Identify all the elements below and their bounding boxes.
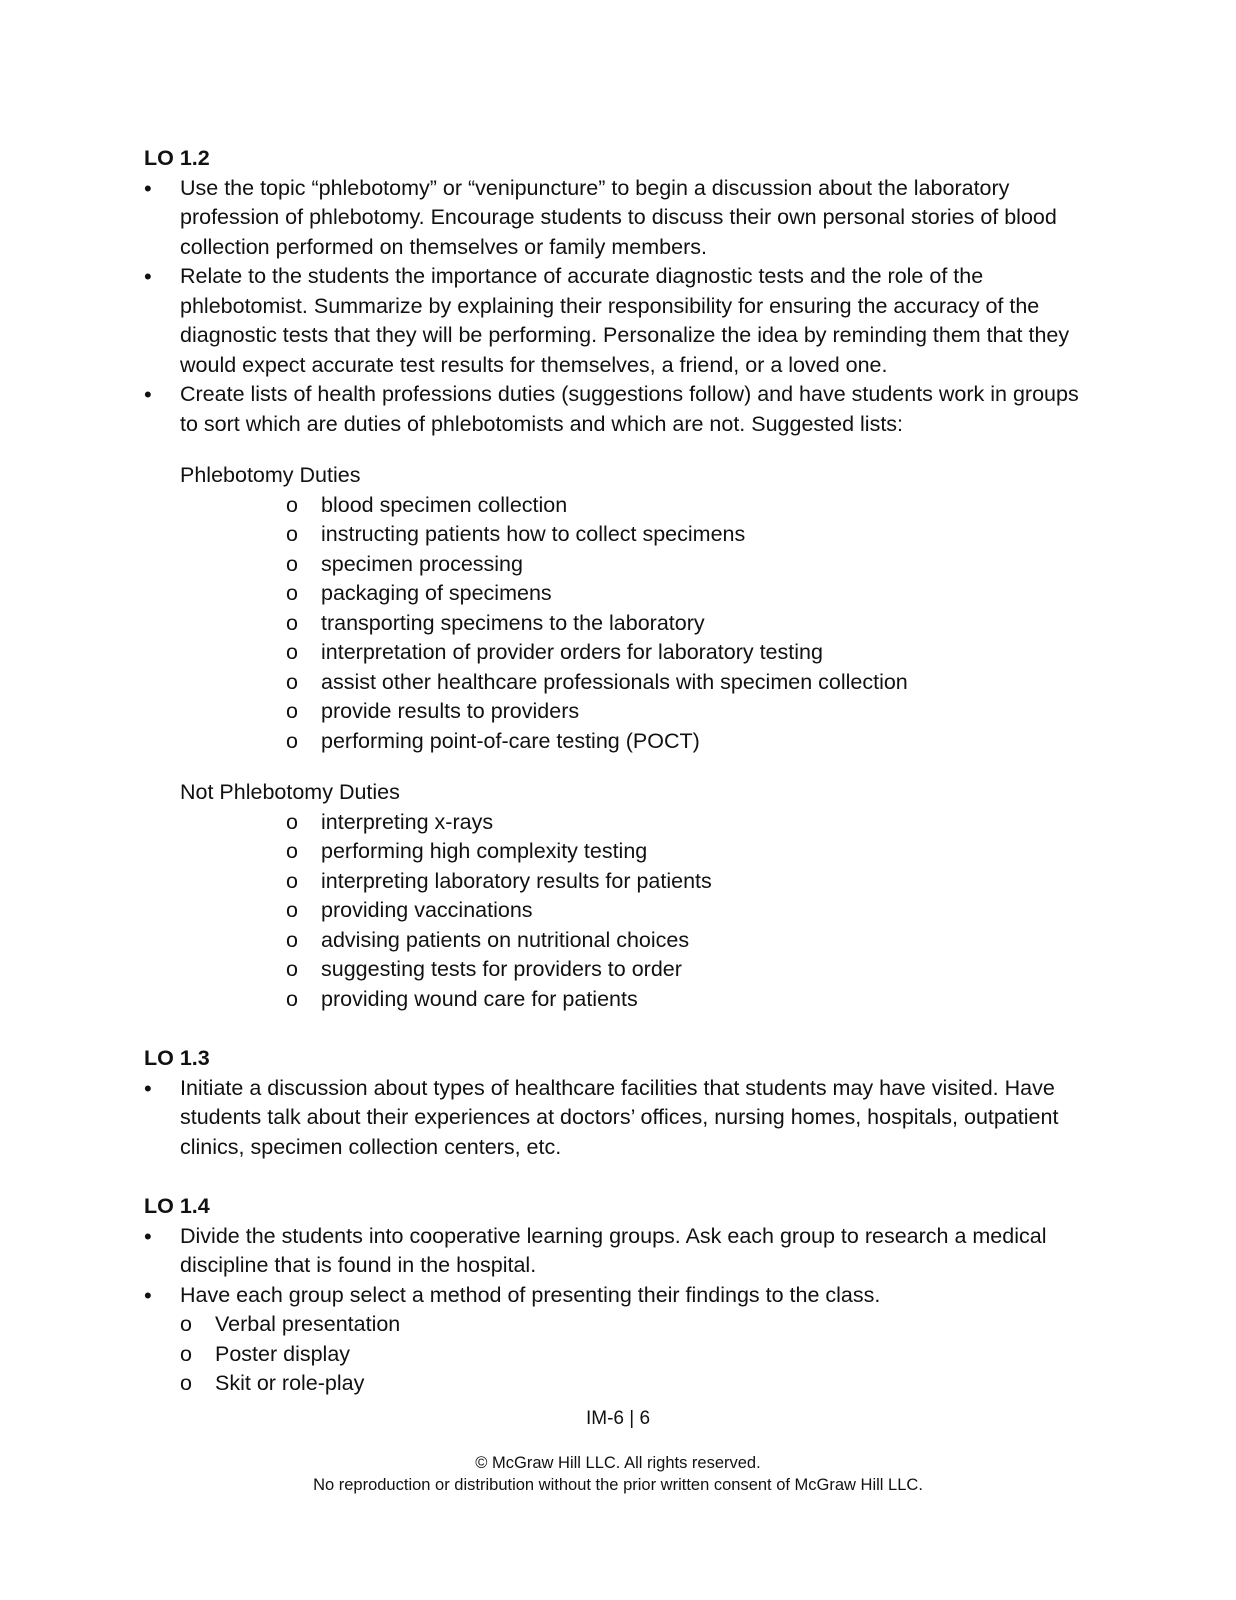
list-item: o instructing patients how to collect specimens — [286, 520, 1094, 550]
page-number: IM-6 | 6 — [585, 1408, 651, 1429]
list-item: o performing high complexity testing — [286, 837, 1094, 867]
section-heading-lo-1-3: LO 1.3 — [144, 1046, 210, 1070]
list-item: o suggesting tests for providers to order — [286, 955, 1094, 985]
bullet-item: • Use the topic “phlebotomy” or “venipuncture” to begin a discussion about the laboratory profession of phlebotomy. Encourage students to discuss their own personal stories of blood collection performed on themselves or family members. — [144, 174, 1094, 263]
phlebotomy-duties-list — [286, 491, 1094, 757]
list-item: o provide results to providers — [286, 697, 1094, 727]
copyright-line: © McGraw Hill LLC. All rights reserved. — [475, 1454, 761, 1472]
bullet-item: • Relate to the students the importance of accurate diagnostic tests and the role of the phlebotomist. Summarize by explaining their responsibility for ensuring the accuracy of the diagnostic tests that they will be performing. Personalize the idea by reminding them that they would expect accurate test results for themselves, a friend, or a loved one. — [144, 262, 1094, 380]
list-item: o Verbal presentation — [180, 1310, 1094, 1340]
list-item: o Poster display — [180, 1340, 1094, 1370]
list-item: o blood specimen collection — [286, 491, 1094, 521]
list-item: o assist other healthcare professionals with specimen collection — [286, 668, 1094, 698]
list-item: o specimen processing — [286, 550, 1094, 580]
presentation-methods-list — [180, 1310, 1094, 1399]
list-item: o providing wound care for patients — [286, 985, 1094, 1015]
reproduction-notice: No reproduction or distribution without the prior written consent of McGraw Hill LLC. — [313, 1476, 923, 1494]
list-item: o interpretation of provider orders for laboratory testing — [286, 638, 1094, 668]
bullet-item: • Create lists of health professions duties (suggestions follow) and have students work in groups to sort which are duties of phlebotomists and which are not. Suggested lists: — [144, 380, 1094, 439]
bullet-item: • Have each group select a method of presenting their findings to the class. — [144, 1281, 1094, 1311]
list-item: o Skit or role-play — [180, 1369, 1094, 1399]
list-item: o advising patients on nutritional choices — [286, 926, 1094, 956]
bullet-item: • Initiate a discussion about types of healthcare facilities that students may have visited. Have students talk about their experiences at doctors’ offices, nursing homes, hospitals, outpatient clinics, specimen collection centers, etc. — [144, 1074, 1094, 1163]
list-item: o interpreting x-rays — [286, 808, 1094, 838]
bullet-item: • Divide the students into cooperative learning groups. Ask each group to research a medical discipline that is found in the hospital. — [144, 1222, 1094, 1281]
list-item: o interpreting laboratory results for patients — [286, 867, 1094, 897]
list-item: o performing point-of-care testing (POCT) — [286, 727, 1094, 757]
phlebotomy-duties-label: Phlebotomy Duties — [180, 463, 361, 487]
list-item: o transporting specimens to the laboratory — [286, 609, 1094, 639]
not-phlebotomy-duties-list — [286, 808, 1094, 1015]
page-content — [144, 144, 1094, 1399]
not-phlebotomy-duties-label: Not Phlebotomy Duties — [180, 780, 400, 804]
list-item: o packaging of specimens — [286, 579, 1094, 609]
list-item: o providing vaccinations — [286, 896, 1094, 926]
section-heading-lo-1-2: LO 1.2 — [144, 146, 210, 170]
copyright-footer — [0, 1452, 1236, 1496]
section-heading-lo-1-4: LO 1.4 — [144, 1194, 210, 1218]
